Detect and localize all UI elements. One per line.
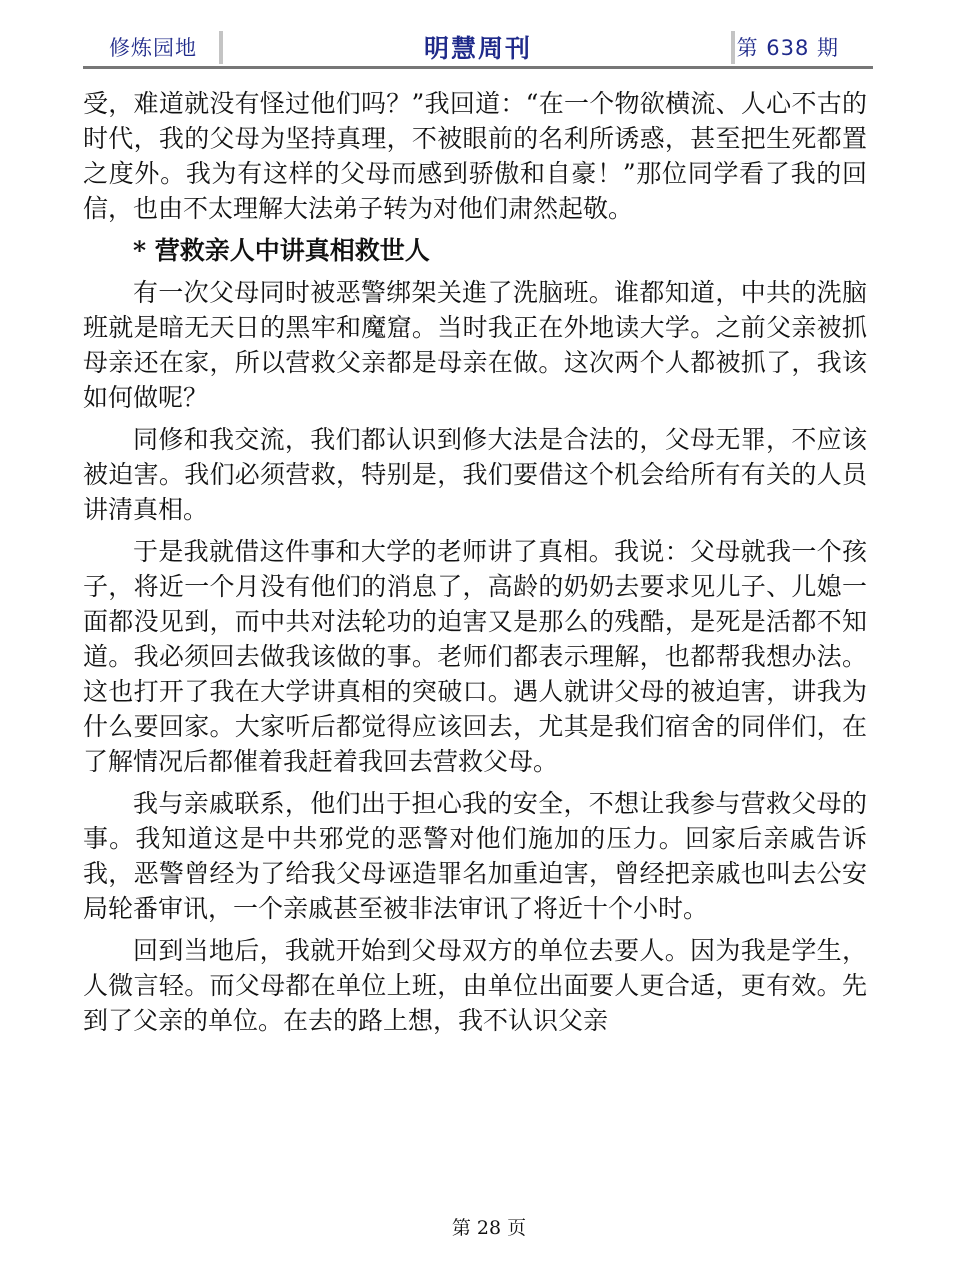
paragraph: 回到当地后，我就开始到父母双方的单位去要人。因为我是学生，人微言轻。而父母都在单位上班，由单位出面要人更合适，更有效。先到了父亲的单位。在去的路上想，我不认识父亲 [83,936,867,1035]
paragraph: 于是我就借这件事和大学的老师讲了真相。我说：父母就我一个孩子，将近一个月没有他们的消息了，高龄的奶奶去要求见儿子、儿媳一面都没见到，而中共对法轮功的迫害又是那么的残酷，是死是活都不知道。我必须回去做我该做的事。老师们都表示理解，也都帮我想办法。这也打开了我在大学讲真相的突破口。遇人就讲父母的被迫害，讲我为什么要回家。大家听后都觉得应该回去，尤其是我们宿舍的同伴们，在了解情况后都催着我赶着我回去营救父母。 [83,537,867,776]
header-divider-right [731,31,735,64]
page-header [83,28,873,68]
paragraph: 有一次父母同时被恶警绑架关進了洗脑班。谁都知道，中共的洗脑班就是暗无天日的黑牢和魔窟。当时我正在外地读大学。之前父亲被抓母亲还在家，所以营救父亲都是母亲在做。这次两个人都被抓了，我该如何做呢？ [83,278,867,412]
page-number: 第 28 页 [451,1217,527,1239]
header-rule [83,66,873,69]
issue-number: 第 638 期 [736,36,839,60]
section-heading: * 营救亲人中讲真相救世人 [133,236,430,265]
article-body [83,86,867,1045]
paragraph-continuation: 受，难道就没有怪过他们吗？”我回道：“在一个物欲横流、人心不古的时代，我的父母为坚持真理，不被眼前的名利所诱惑，甚至把生死都置之度外。我为有这样的父母而感到骄傲和自豪！”那位同学看了我的回信，也由不太理解大法弟子转为对他们肃然起敬。 [83,89,867,223]
publication-title: 明慧周刊 [423,34,532,63]
paragraph: 同修和我交流，我们都认识到修大法是合法的，父母无罪，不应该被迫害。我们必须营救，特别是，我们要借这个机会给所有有关的人员讲清真相。 [83,425,867,524]
section-label: 修炼园地 [109,36,197,60]
paragraph: 我与亲戚联系，他们出于担心我的安全，不想让我参与营救父母的事。我知道这是中共邪党的恶警对他们施加的压力。回家后亲戚告诉我，恶警曾经为了给我父母诬造罪名加重迫害，曾经把亲戚也叫去公安局轮番审讯，一个亲戚甚至被非法审讯了将近十个小时。 [83,789,867,923]
